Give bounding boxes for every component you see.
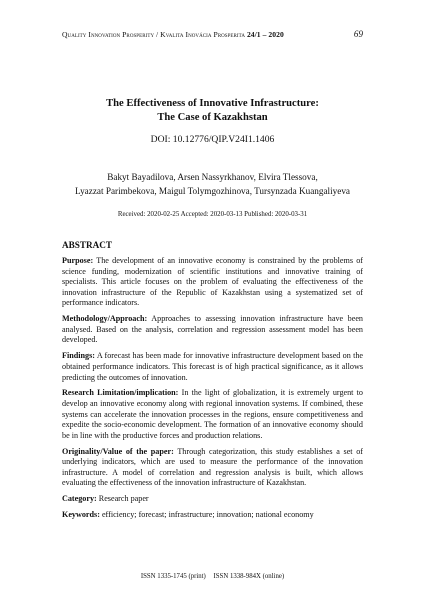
authors-line-1: Bakyt Bayadilova, Arsen Nassyrkhanov, Elvira Tlessova, <box>107 172 318 182</box>
title-line-2: The Case of Kazakhstan <box>157 112 268 123</box>
running-header <box>62 29 363 39</box>
header-citation <box>62 30 284 39</box>
paper-title <box>40 97 385 125</box>
category-label: Category: <box>62 494 97 504</box>
keywords-label: Keywords: <box>62 510 100 520</box>
category-paragraph <box>62 494 363 505</box>
methodology-text: Approaches to assessing innovation infrastructure have been analysed. Based on the analysis, correlation and regression assessment model has been developed. <box>62 314 363 345</box>
issn-online: ISSN 1338-984X (online) <box>213 573 285 580</box>
purpose-paragraph <box>62 256 363 309</box>
findings-text: A forecast has been made for innovative infrastructure development based on the obtained performance indicators. This forecast is of high practical significance, as it allows predicting the outcomes of innovation. <box>62 351 363 382</box>
originality-paragraph <box>62 447 363 489</box>
authors-line-2: Lyazzat Parimbekova, Maigul Tolymgozhinova, Tursynzada Kuangaliyeva <box>74 185 350 196</box>
originality-text: Through categorization, this study establishes a set of underlying indicators, which are used to measure the performance of the innovation infrastructure. A model of correlation and regression analysis is built, which allows evaluating the effectiveness of the innovation infrastructure of Kazakhstan. <box>62 446 363 488</box>
issue-number: 24/1 – 2020 <box>246 30 284 39</box>
publication-dates <box>40 211 385 218</box>
keywords-paragraph <box>62 510 363 521</box>
category-text: Research paper <box>98 494 149 504</box>
limitation-label: Research Limitation/implication: <box>62 388 179 398</box>
published-date: Published: 2020-03-31 <box>244 211 308 218</box>
findings-paragraph <box>62 351 363 383</box>
methodology-paragraph <box>62 314 363 346</box>
originality-label: Originality/Value of the paper: <box>62 446 174 456</box>
purpose-text: The development of an innovative economy is constrained by the problems of science funding, modernization of scientific institutions and innovative training of specialists. This article focuses on the problem of evaluating the effectiveness of the innovation infrastructure of the Republic of Kazakhstan using a systematized set of performance indicators. <box>62 256 364 308</box>
keywords-text: efficiency; forecast; infrastructure; innovation; national economy <box>101 510 314 520</box>
limitation-text: In the light of globalization, it is extremely urgent to develop an innovative economy along with regional innovation systems. If combined, these systems can accelerate the innovation processes in the regions, ensure competitiveness and expedite the socio-economic development. The formation of an innovative economy should be in line with the productive forces and production relations. <box>62 388 363 440</box>
journal-name: Quality Innovation Prosperity / Kvalita Inovácia Prosperita <box>62 30 245 39</box>
methodology-label: Methodology/Approach: <box>62 314 148 324</box>
findings-label: Findings: <box>62 351 95 361</box>
page-footer <box>40 573 385 580</box>
purpose-label: Purpose: <box>62 256 94 265</box>
page-number: 69 <box>353 29 363 39</box>
received-date: Received: 2020-02-25 <box>117 211 180 218</box>
doi: DOI: 10.12776/QIP.V24I1.1406 <box>150 134 275 145</box>
title-line-1: The Effectiveness of Innovative Infrastructure: <box>106 98 319 109</box>
abstract-heading: ABSTRACT <box>62 240 113 250</box>
issn-print: ISSN 1335-1745 (print) <box>140 573 206 580</box>
author-list <box>40 171 385 198</box>
abstract-body <box>62 256 363 526</box>
accepted-date: Accepted: 2020-03-13 <box>180 211 243 218</box>
limitation-paragraph <box>62 388 363 441</box>
